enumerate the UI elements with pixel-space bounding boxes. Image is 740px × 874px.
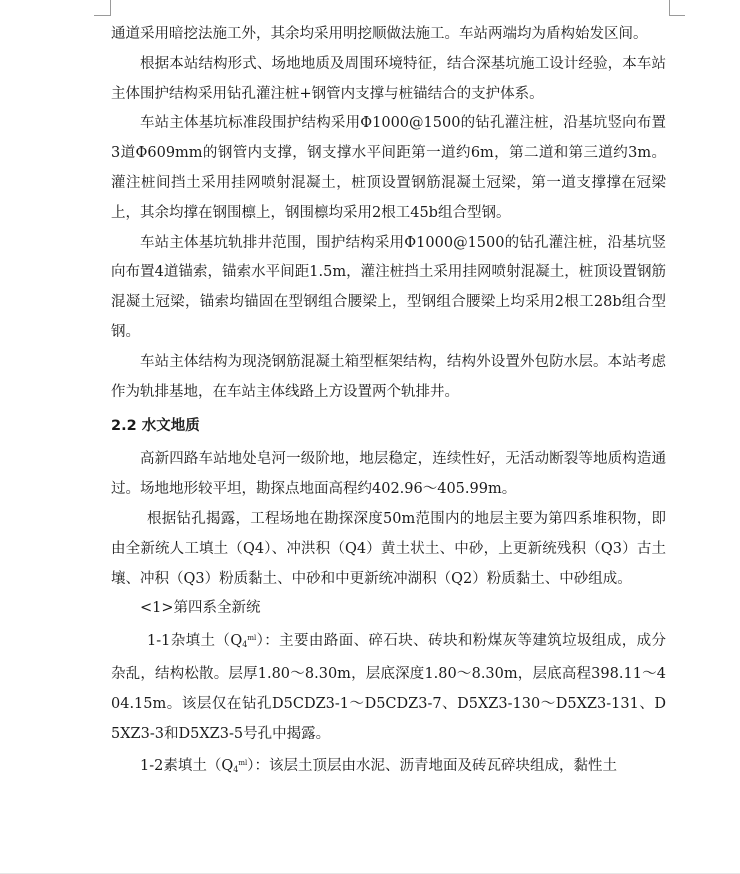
section-heading: 2.2 水文地质 [111,418,200,435]
layer-1-1-q-sup: ml [247,634,257,643]
paragraph-standard-section: 车站主体基坑标准段围护结构采用Φ1000@1500的钻孔灌注桩，沿基坑竖向布置3道Φ609mm的钢管内支撑，钢支撑水平间距第一道约6m，第二道和第三道约3m。灌注桩间挡土采用挂网喷射混凝土，桩顶设置钢筋混凝土冠梁，第一道支撑撑在冠梁上，其余均撑在钢围檩上，钢围檩均采用2根工45b组合型钢。 [111,115,666,221]
crop-mark-left-vertical [110,0,111,16]
paragraph-site-location: 高新四路车站地处皂河一级阶地，地层稳定，连续性好，无活动断裂等地质构造通过。场地地形较平坦，勘探点地面高程约402.96～405.99m。 [111,451,666,498]
crop-mark-right-vertical [669,0,670,16]
layer-1-2-q-sup: ml [238,759,248,768]
paragraph-track-shaft: 车站主体基坑轨排井范围，围护结构采用Φ1000@1500的钻孔灌注桩，沿基坑竖向布置4道锚索，锚索水平间距1.5m，灌注桩挡土采用挂网喷射混凝土，桩顶设置钢筋混凝土冠梁，锚索均锚固在型钢组合腰梁上，型钢组合腰梁上均采用2根工28b组合型钢。 [111,234,666,340]
layer-1-1-text: ）：主要由路面、碎石块、砖块和粉煤灰等建筑垃圾组成，成分杂乱，结构松散。层厚1.80～8.30m，层底深度1.80～8.30m，层底高程398.11～404.15m。该层仅在钻孔D5CDZ3-1～D5CDZ3-7、D5XZ3-130～D5XZ3-131、D5XZ3-3和D5XZ3-5号孔中揭露。 [111,633,666,742]
layer-1-2-text: ）：该层土顶层由水泥、沥青地面及砖瓦碎块组成，黏性土 [247,758,617,775]
paragraph-continuation: 通道采用暗挖法施工外，其余均采用明挖顺做法施工。车站两端均为盾构始发区间。 [111,26,648,42]
layer-1-2-lead: 1-2素填土（Q [140,758,234,775]
paragraph-strata: 根据钻孔揭露，工程场地在勘探深度50m范围内的地层主要为第四系堆积物，即由全新统人工填土（Q4）、冲洪积（Q4）黄土状土、中砂，上更新统残积（Q3）古土壤、冲积（Q3）粉质黏土、中砂和中更新统冲湖积（Q2）粉质黏土、中砂组成。 [111,510,666,587]
layer-1-1-q-sub: 4 [242,640,248,650]
page-corner-marks [0,0,740,20]
paragraph-layer-1-2 [111,749,666,785]
paragraph-support-system: 根据本站结构形式、场地地质及周围环境特征，结合深基坑施工设计经验，本车站主体围护结构采用钻孔灌注桩+钢管内支撑与桩锚结合的支护体系。 [111,55,666,102]
subheading-quaternary: <1>第四系全新统 [140,600,261,617]
paragraph-layer-1-1 [111,624,666,749]
document-body [111,20,666,785]
layer-1-1-lead: 1-1杂填土（Q [147,633,243,650]
layer-1-2-q-sub: 4 [233,765,239,775]
crop-mark-left-horizontal [94,15,110,16]
paragraph-main-structure: 车站主体结构为现浇钢筋混凝土箱型框架结构，结构外设置外包防水层。本站考虑作为轨排基地，在车站主体线路上方设置两个轨排井。 [111,353,666,400]
crop-mark-right-horizontal [669,15,685,16]
